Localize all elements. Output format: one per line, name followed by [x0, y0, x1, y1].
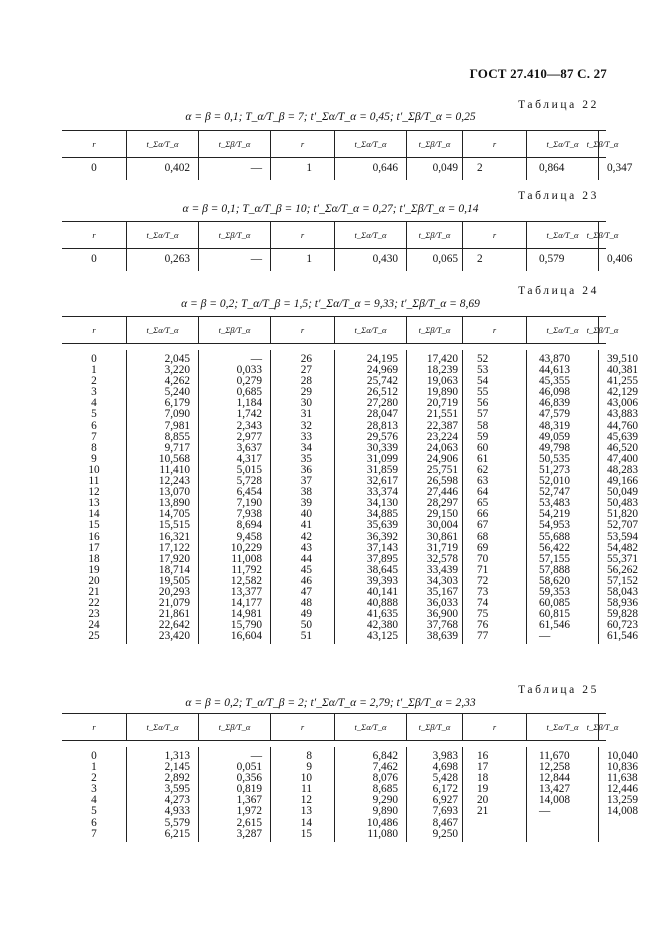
table-24: [62, 316, 639, 644]
column-t-alpha: 24,195 24,969 25,742 26,512 27,280 28,047 28,813 29,576 30,339 31,099 31,859 32,617 33,374 34,130 34,885 35,639 36,392 37,143 37,895 38,645 39,393 40,141 40,888 41,635 42,380 43,125: [334, 350, 406, 644]
table-header-row: [62, 221, 619, 249]
column-t-alpha: 11,670 12,258 12,844 13,427 14,008 —: [526, 747, 598, 842]
header-r: r: [92, 722, 96, 732]
column-r: 0: [91, 253, 97, 265]
header-t-beta: t_Σβ/T_α: [406, 222, 462, 248]
column-t-alpha: 0,646: [334, 158, 406, 180]
page-header: ГОСТ 27.410—87 С. 27: [469, 66, 607, 81]
table-24-caption: Таблица 24: [518, 285, 599, 297]
header-t-beta: t_Σβ/T_α: [598, 714, 606, 740]
table-body: [62, 249, 633, 271]
column-r: 2: [462, 249, 526, 271]
column-t-beta: 39,510 40,381 41,255 42,129 43,006 43,883 44,760 45,639 46,520 47,400 48,283 49,166 50,049 50,483 51,820 52,707 53,594 54,482 55,371 56,262 57,152 58,043 58,936 59,828 60,723 61,546: [598, 350, 607, 644]
table-header-row: [62, 316, 619, 344]
column-r: 0: [91, 162, 97, 174]
header-r: r: [462, 714, 526, 740]
column-t-beta: — 0,051 0,356 0,819 1,367 1,972 2,615 3,287: [198, 747, 270, 842]
header-t-beta: t_Σβ/T_α: [598, 131, 606, 157]
column-r: 16 17 18 19 20 21: [462, 747, 526, 842]
table-22: [62, 130, 633, 180]
column-t-beta: —: [198, 158, 270, 180]
header-t-alpha: t_Σα/T_α: [526, 317, 598, 343]
header-t-beta: t_Σβ/T_α: [406, 714, 462, 740]
column-r: 1: [270, 249, 334, 271]
column-r: 26 27 28 29 30 31 32 33 34 35 36 37 38 39 40 41 42 43 44 45 46 47 48 49 50 51: [270, 350, 334, 644]
header-t-beta: t_Σβ/T_α: [598, 317, 606, 343]
header-t-alpha: t_Σα/T_α: [526, 714, 598, 740]
column-t-alpha: 6,842 7,462 8,076 8,685 9,290 9,890 10,486 11,080: [334, 747, 406, 842]
header-t-beta: t_Σβ/T_α: [406, 317, 462, 343]
column-r: 8 9 10 11 12 13 14 15: [270, 747, 334, 842]
table-header-row: [62, 713, 619, 741]
table-23-condition: α = β = 0,1; T_α/T_β = 10; t′_Σα/T_α = 0,27; t′_Σβ/T_α = 0,14: [182, 203, 479, 215]
column-t-alpha: 0,263: [126, 249, 198, 271]
column-t-alpha: 0,430: [334, 249, 406, 271]
header-r: r: [270, 131, 334, 157]
header-r: r: [92, 325, 96, 335]
column-t-beta: —: [198, 249, 270, 271]
column-t-alpha: 0,864: [526, 158, 598, 180]
header-t-alpha: t_Σα/T_α: [334, 714, 406, 740]
column-r: 2: [462, 158, 526, 180]
header-t-beta: t_Σβ/T_α: [198, 317, 270, 343]
column-t-beta: — 0,033 0,279 0,685 1,184 1,742 2,343 2,977 3,637 4,317 5,015 5,728 6,454 7,190 7,938 8,694 9,458 10,229 11,008 11,792 12,582 13,377 14,177 14,981 15,790 16,604: [198, 350, 270, 644]
table-header-row: [62, 130, 619, 158]
header-t-alpha: t_Σα/T_α: [126, 131, 198, 157]
table-23: [62, 221, 633, 271]
table-22-condition: α = β = 0,1; T_α/T_β = 7; t′_Σα/T_α = 0,45; t′_Σβ/T_α = 0,25: [185, 111, 476, 123]
column-r: 0 1 2 3 4 5 6 7 8 9 10 11 12 13 14 15 16 17 18 19 20 21 22 23 24 25: [88, 353, 100, 643]
table-23-caption: Таблица 23: [518, 190, 599, 202]
table-25-caption: Таблица 25: [518, 684, 599, 696]
header-t-alpha: t_Σα/T_α: [126, 317, 198, 343]
header-r: r: [270, 317, 334, 343]
column-t-alpha: 43,870 44,613 45,355 46,098 46,839 47,579 48,319 49,059 49,798 50,535 51,273 52,010 52,747 53,483 54,219 54,953 55,688 56,422 57,155 57,888 58,620 59,353 60,085 60,815 61,546 —: [526, 350, 598, 644]
table-body: [62, 741, 639, 842]
header-t-alpha: t_Σα/T_α: [526, 131, 598, 157]
header-t-alpha: t_Σα/T_α: [526, 222, 598, 248]
column-r: 0 1 2 3 4 5 6 7: [91, 750, 97, 840]
column-t-alpha: 0,402: [126, 158, 198, 180]
header-t-beta: t_Σβ/T_α: [198, 131, 270, 157]
header-r: r: [462, 317, 526, 343]
header-r: r: [462, 222, 526, 248]
header-r: r: [270, 222, 334, 248]
column-t-beta: 10,040 10,836 11,638 12,446 13,259 14,008: [598, 747, 607, 842]
header-r: r: [270, 714, 334, 740]
header-t-alpha: t_Σα/T_α: [126, 714, 198, 740]
column-t-alpha: 2,045 3,220 4,262 5,240 6,179 7,090 7,981 8,855 9,717 10,568 11,410 12,243 13,070 13,890 14,705 15,515 16,321 17,122 17,920 18,714 19,505 20,293 21,079 21,861 22,642 23,420: [126, 350, 198, 644]
table-25-condition: α = β = 0,2; T_α/T_β = 2; t′_Σα/T_α = 2,79; t′_Σβ/T_α = 2,33: [185, 697, 476, 709]
header-t-beta: t_Σβ/T_α: [598, 222, 606, 248]
column-r: 1: [270, 158, 334, 180]
header-t-beta: t_Σβ/T_α: [198, 714, 270, 740]
column-t-beta: 0,347: [598, 158, 607, 180]
header-r: r: [92, 139, 96, 149]
column-t-beta: 0,049: [406, 158, 462, 180]
header-r: r: [92, 230, 96, 240]
table-22-caption: Таблица 22: [518, 99, 599, 111]
table-25: [62, 713, 639, 842]
column-t-alpha: 0,579: [526, 249, 598, 271]
column-t-alpha: 1,313 2,145 2,892 3,595 4,273 4,933 5,579 6,215: [126, 747, 198, 842]
header-t-beta: t_Σβ/T_α: [406, 131, 462, 157]
header-t-beta: t_Σβ/T_α: [198, 222, 270, 248]
column-t-beta: 0,065: [406, 249, 462, 271]
header-t-alpha: t_Σα/T_α: [334, 222, 406, 248]
column-r: 52 53 54 55 56 57 58 59 60 61 62 63 64 65 66 67 68 69 70 71 72 73 74 75 76 77: [462, 350, 526, 644]
column-t-beta: 17,420 18,239 19,063 19,890 20,719 21,551 22,387 23,224 24,063 24,906 25,751 26,598 27,446 28,297 29,150 30,004 30,861 31,719 32,578 33,439 34,303 35,167 36,033 36,900 37,768 38,639: [406, 350, 462, 644]
table-body: [62, 344, 639, 644]
header-t-alpha: t_Σα/T_α: [334, 131, 406, 157]
header-t-alpha: t_Σα/T_α: [126, 222, 198, 248]
table-24-condition: α = β = 0,2; T_α/T_β = 1,5; t′_Σα/T_α = 9,33; t′_Σβ/T_α = 8,69: [181, 298, 480, 310]
header-r: r: [462, 131, 526, 157]
table-body: [62, 158, 633, 180]
header-t-alpha: t_Σα/T_α: [334, 317, 406, 343]
column-t-beta: 3,983 4,698 5,428 6,172 6,927 7,693 8,467 9,250: [406, 747, 462, 842]
column-t-beta: 0,406: [598, 249, 607, 271]
